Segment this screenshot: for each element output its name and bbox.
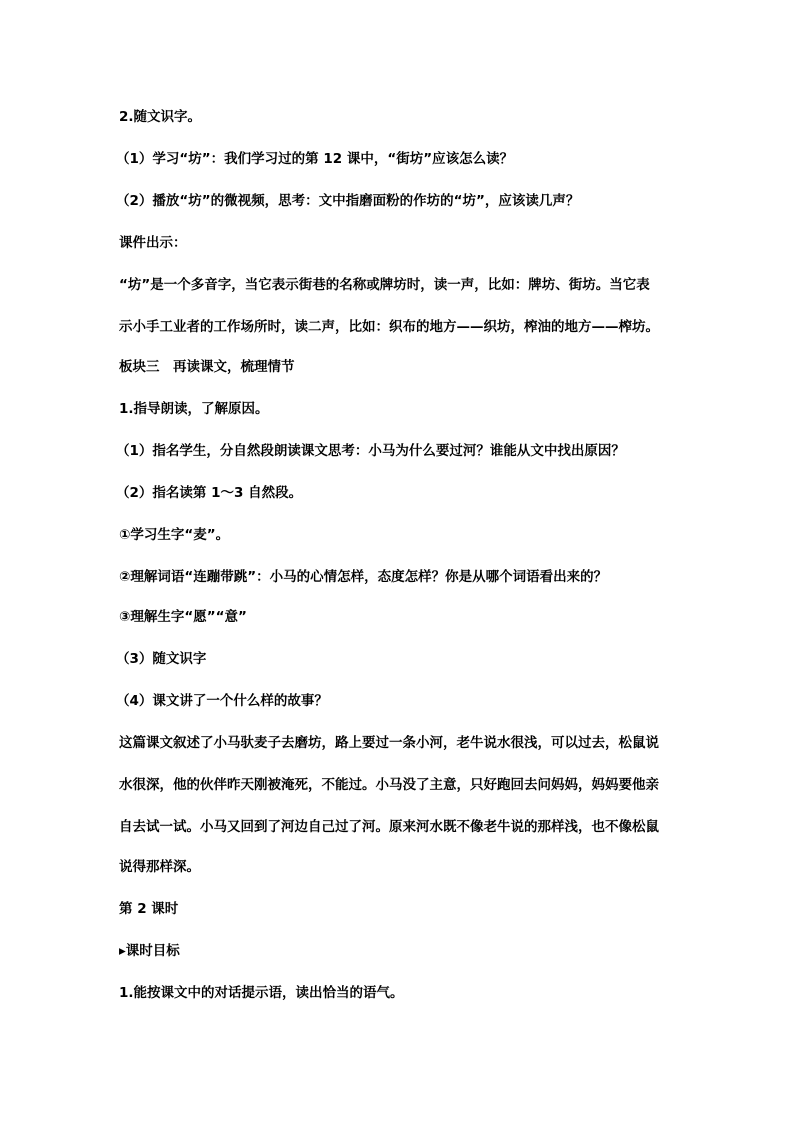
text-line: （3）随文识字 bbox=[116, 651, 207, 667]
text-line: ①学习生字“麦”。 bbox=[119, 527, 230, 543]
text-line: “坊”是一个多音字，当它表示街巷的名称或牌坊时，读一声，比如：牌坊、街坊。当它表 bbox=[119, 277, 650, 293]
text-line: （1）指名学生，分自然段朗读课文思考：小马为什么要过河？谁能从文中找出原因？ bbox=[116, 443, 625, 459]
text-line: 水很深，他的伙伴昨天刚被淹死，不能过。小马没了主意，只好跑回去问妈妈，妈妈要他亲 bbox=[119, 777, 659, 793]
lesson-goal-heading: ▸课时目标 bbox=[119, 943, 180, 959]
lesson-heading: 第 2 课时 bbox=[119, 901, 179, 917]
text-line: （4）课文讲了一个什么样的故事？ bbox=[116, 693, 328, 709]
text-line: 课件出示： bbox=[119, 235, 187, 251]
text-line: 1.指导朗读，了解原因。 bbox=[119, 401, 269, 417]
text-line: 2.随文识字。 bbox=[119, 109, 202, 125]
text-line: 1.能按课文中的对话提示语，读出恰当的语气。 bbox=[119, 985, 404, 1001]
text-line: 说得那样深。 bbox=[119, 859, 200, 875]
text-line: （2）指名读第 1～3 自然段。 bbox=[116, 485, 303, 501]
text-line: 自去试一试。小马又回到了河边自己过了河。原来河水既不像老牛说的那样浅，也不像松鼠 bbox=[119, 819, 659, 835]
text-line: ②理解词语“连蹦带跳”：小马的心情怎样，态度怎样？你是从哪个词语看出来的？ bbox=[119, 569, 608, 585]
text-line: 示小手工业者的工作场所时，读二声，比如：织布的地方——织坊，榨油的地方——榨坊。 bbox=[119, 319, 659, 335]
text-line: （1）学习“坊”：我们学习过的第 12 课中，“街坊”应该怎么读？ bbox=[116, 151, 514, 167]
section-heading: 板块三 再读课文，梳理情节 bbox=[119, 359, 295, 375]
text-line: （2）播放“坊”的微视频，思考：文中指磨面粉的作坊的“坊”，应该读几声？ bbox=[116, 193, 580, 209]
text-line: ③理解生字“愿”“意” bbox=[119, 609, 247, 625]
text-line: 这篇课文叙述了小马驮麦子去磨坊，路上要过一条小河，老牛说水很浅，可以过去，松鼠说 bbox=[119, 735, 659, 751]
